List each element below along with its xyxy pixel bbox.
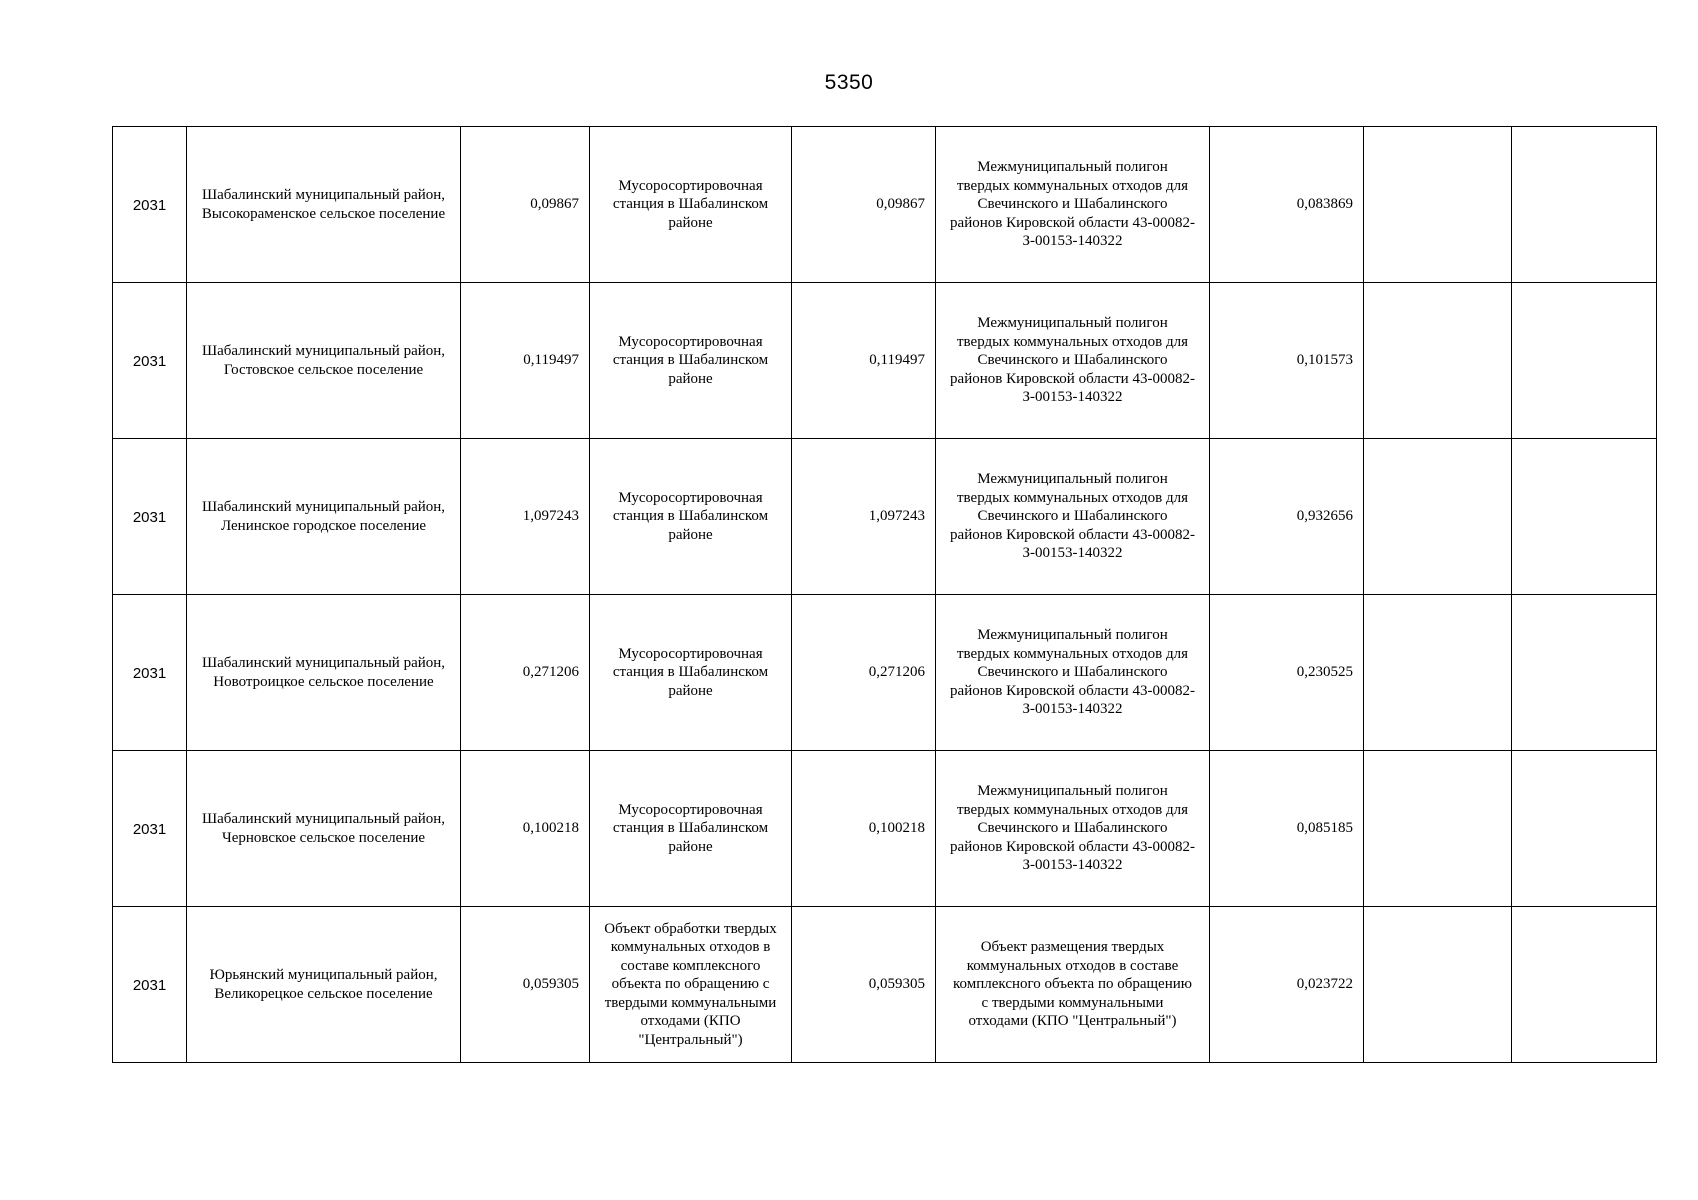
empty-cell bbox=[1364, 283, 1512, 439]
disposed-amount-cell bbox=[1210, 907, 1364, 1063]
generated-amount-cell bbox=[461, 751, 590, 907]
disposed-amount-cell bbox=[1210, 751, 1364, 907]
empty-cell bbox=[1364, 751, 1512, 907]
disposed-amount-value: 0,230525 bbox=[1296, 664, 1353, 680]
processed-amount-cell bbox=[792, 127, 936, 283]
processed-amount-cell bbox=[792, 595, 936, 751]
processed-amount-value: 0,059305 bbox=[868, 976, 925, 992]
facility-cell: Мусоросортировочная станция в Шабалинском районе bbox=[590, 283, 792, 439]
empty-cell bbox=[1364, 907, 1512, 1063]
generated-amount-value: 0,271206 bbox=[522, 664, 579, 680]
processed-amount-value: 0,09867 bbox=[876, 196, 925, 212]
generated-amount-cell bbox=[461, 127, 590, 283]
table-row bbox=[113, 595, 1657, 751]
facility-cell: Объект обработки твердых коммунальных отходов в составе комплексного объекта по обращению с твердыми коммунальными отходами (КПО "Центральный") bbox=[590, 907, 792, 1063]
empty-cell bbox=[1364, 595, 1512, 751]
territory-cell: Шабалинский муниципальный район, Новотроицкое сельское поселение bbox=[187, 595, 461, 751]
table-row bbox=[113, 751, 1657, 907]
generated-amount-cell bbox=[461, 595, 590, 751]
facility-cell: Мусоросортировочная станция в Шабалинском районе bbox=[590, 751, 792, 907]
empty-cell bbox=[1512, 439, 1657, 595]
territory-cell: Шабалинский муниципальный район, Высокораменское сельское поселение bbox=[187, 127, 461, 283]
facility-cell: Мусоросортировочная станция в Шабалинском районе bbox=[590, 595, 792, 751]
year-cell: 2031 bbox=[113, 751, 187, 907]
processed-amount-cell bbox=[792, 751, 936, 907]
year-cell: 2031 bbox=[113, 595, 187, 751]
generated-amount-value: 1,097243 bbox=[522, 508, 579, 524]
disposed-amount-cell bbox=[1210, 127, 1364, 283]
disposed-amount-value: 0,932656 bbox=[1296, 508, 1353, 524]
year-cell: 2031 bbox=[113, 283, 187, 439]
empty-cell bbox=[1512, 283, 1657, 439]
disposed-amount-value: 0,023722 bbox=[1296, 976, 1353, 992]
destination-cell: Межмуниципальный полигон твердых коммунальных отходов для Свечинского и Шабалинского районов Кировской области 43-00082-З-00153-140322 bbox=[936, 127, 1210, 283]
facility-cell: Мусоросортировочная станция в Шабалинском районе bbox=[590, 439, 792, 595]
disposed-amount-value: 0,101573 bbox=[1296, 352, 1353, 368]
generated-amount-value: 0,059305 bbox=[522, 976, 579, 992]
destination-cell: Объект размещения твердых коммунальных отходов в составе комплексного объекта по обращению с твердыми коммунальными отходами (КПО "Центральный") bbox=[936, 907, 1210, 1063]
destination-cell: Межмуниципальный полигон твердых коммунальных отходов для Свечинского и Шабалинского районов Кировской области 43-00082-З-00153-140322 bbox=[936, 595, 1210, 751]
processed-amount-cell bbox=[792, 907, 936, 1063]
generated-amount-value: 0,100218 bbox=[522, 820, 579, 836]
disposed-amount-value: 0,083869 bbox=[1296, 196, 1353, 212]
processed-amount-value: 0,271206 bbox=[868, 664, 925, 680]
waste-flow-table bbox=[112, 126, 1657, 1063]
territory-cell: Шабалинский муниципальный район, Черновское сельское поселение bbox=[187, 751, 461, 907]
processed-amount-cell bbox=[792, 283, 936, 439]
territory-cell: Шабалинский муниципальный район, Ленинское городское поселение bbox=[187, 439, 461, 595]
disposed-amount-cell bbox=[1210, 595, 1364, 751]
table-row bbox=[113, 439, 1657, 595]
processed-amount-value: 0,119497 bbox=[869, 352, 925, 368]
empty-cell bbox=[1364, 127, 1512, 283]
table-row bbox=[113, 283, 1657, 439]
empty-cell bbox=[1364, 439, 1512, 595]
empty-cell bbox=[1512, 907, 1657, 1063]
generated-amount-value: 0,09867 bbox=[530, 196, 579, 212]
year-cell: 2031 bbox=[113, 439, 187, 595]
destination-cell: Межмуниципальный полигон твердых коммунальных отходов для Свечинского и Шабалинского районов Кировской области 43-00082-З-00153-140322 bbox=[936, 439, 1210, 595]
empty-cell bbox=[1512, 751, 1657, 907]
territory-cell: Шабалинский муниципальный район, Гостовское сельское поселение bbox=[187, 283, 461, 439]
empty-cell bbox=[1512, 595, 1657, 751]
facility-cell: Мусоросортировочная станция в Шабалинском районе bbox=[590, 127, 792, 283]
processed-amount-value: 0,100218 bbox=[868, 820, 925, 836]
disposed-amount-cell bbox=[1210, 439, 1364, 595]
disposed-amount-cell bbox=[1210, 283, 1364, 439]
territory-cell: Юрьянский муниципальный район, Великорецкое сельское поселение bbox=[187, 907, 461, 1063]
year-cell: 2031 bbox=[113, 127, 187, 283]
generated-amount-cell bbox=[461, 439, 590, 595]
year-cell: 2031 bbox=[113, 907, 187, 1063]
generated-amount-cell bbox=[461, 283, 590, 439]
empty-cell bbox=[1512, 127, 1657, 283]
disposed-amount-value: 0,085185 bbox=[1296, 820, 1353, 836]
destination-cell: Межмуниципальный полигон твердых коммунальных отходов для Свечинского и Шабалинского районов Кировской области 43-00082-З-00153-140322 bbox=[936, 751, 1210, 907]
table-row bbox=[113, 127, 1657, 283]
table-row bbox=[113, 907, 1657, 1063]
page-number: 5350 bbox=[824, 71, 874, 94]
processed-amount-cell bbox=[792, 439, 936, 595]
destination-cell: Межмуниципальный полигон твердых коммунальных отходов для Свечинского и Шабалинского районов Кировской области 43-00082-З-00153-140322 bbox=[936, 283, 1210, 439]
processed-amount-value: 1,097243 bbox=[868, 508, 925, 524]
generated-amount-value: 0,119497 bbox=[523, 352, 579, 368]
generated-amount-cell bbox=[461, 907, 590, 1063]
